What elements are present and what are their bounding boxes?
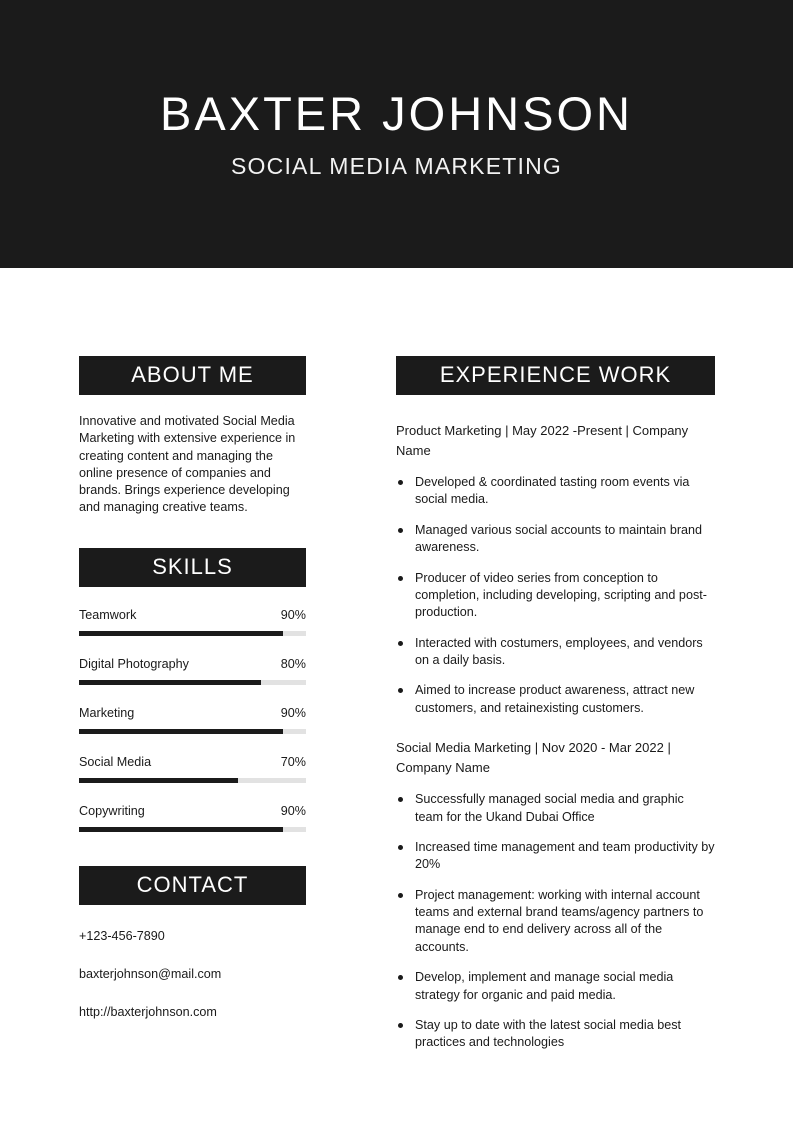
skill-value: 90% <box>280 803 306 818</box>
about-text: Innovative and motivated Social Media Marketing with extensive experience in creating content and managing the online presence of companies and brands. Brings experience developing and managing creative teams. <box>79 414 296 515</box>
skill-item <box>79 804 306 832</box>
skill-label: Social Media <box>79 754 152 769</box>
skill-progress-track <box>79 680 306 685</box>
experience-entry <box>396 738 715 1052</box>
skill-progress-fill <box>79 631 283 636</box>
skill-value: 80% <box>280 656 306 671</box>
skill-progress-fill <box>79 827 283 832</box>
skill-item <box>79 657 306 685</box>
skill-progress-track <box>79 778 306 783</box>
contact-phone: +123-456-7890 <box>79 928 165 943</box>
skill-value: 70% <box>280 754 306 769</box>
skills-section-heading: SKILLS <box>79 548 306 587</box>
experience-entry <box>396 421 715 717</box>
experience-bullet: Developed & coordinated tasting room events via social media. <box>396 474 715 509</box>
contact-section <box>79 866 306 1019</box>
skill-item <box>79 706 306 734</box>
skill-item <box>79 608 306 636</box>
contact-email: baxterjohnson@mail.com <box>79 966 222 981</box>
skill-progress-track <box>79 631 306 636</box>
skill-progress-fill <box>79 729 283 734</box>
experience-bullet-list <box>396 474 715 717</box>
skill-progress-fill <box>79 680 261 685</box>
candidate-name: BAXTER JOHNSON <box>160 86 633 140</box>
experience-bullet: Interacted with costumers, employees, and vendors on a daily basis. <box>396 635 715 670</box>
experience-bullet: Increased time management and team productivity by 20% <box>396 839 715 874</box>
experience-bullet: Project management: working with internal account teams and external brand teams/agency partners to manage end to end delivery across all of the accounts. <box>396 887 715 957</box>
candidate-role: SOCIAL MEDIA MARKETING <box>231 153 562 180</box>
experience-bullet: Managed various social accounts to maintain brand awareness. <box>396 522 715 557</box>
about-section-heading: ABOUT ME <box>79 356 306 395</box>
skill-value: 90% <box>280 705 306 720</box>
experience-bullet: Aimed to increase product awareness, attract new customers, and retainexisting customers. <box>396 682 715 717</box>
experience-bullet: Producer of video series from conception to completion, including developing, scripting and post-production. <box>396 570 715 622</box>
skill-progress-track <box>79 729 306 734</box>
experience-job-title: Product Marketing | May 2022 -Present | Company Name <box>396 423 689 458</box>
skill-item <box>79 755 306 783</box>
experience-bullet: Develop, implement and manage social media strategy for organic and paid media. <box>396 969 715 1004</box>
skills-section <box>79 548 306 832</box>
skill-value: 90% <box>280 607 306 622</box>
left-column <box>79 356 306 1019</box>
right-column <box>396 356 715 1065</box>
skill-label: Marketing <box>79 705 135 720</box>
experience-section-heading: EXPERIENCE WORK <box>396 356 715 395</box>
header-banner <box>0 0 793 268</box>
experience-job-title: Social Media Marketing | Nov 2020 - Mar 2022 | Company Name <box>396 740 671 775</box>
skill-progress-fill <box>79 778 238 783</box>
experience-bullet: Stay up to date with the latest social media best practices and technologies <box>396 1017 715 1052</box>
skill-label: Digital Photography <box>79 656 189 671</box>
experience-bullet: Successfully managed social media and graphic team for the Ukand Dubai Office <box>396 791 715 826</box>
experience-bullet-list <box>396 791 715 1052</box>
contact-website[interactable]: http://baxterjohnson.com <box>79 1004 217 1019</box>
contact-section-heading: CONTACT <box>79 866 306 905</box>
skill-label: Copywriting <box>79 803 145 818</box>
skill-label: Teamwork <box>79 607 137 622</box>
skill-progress-track <box>79 827 306 832</box>
